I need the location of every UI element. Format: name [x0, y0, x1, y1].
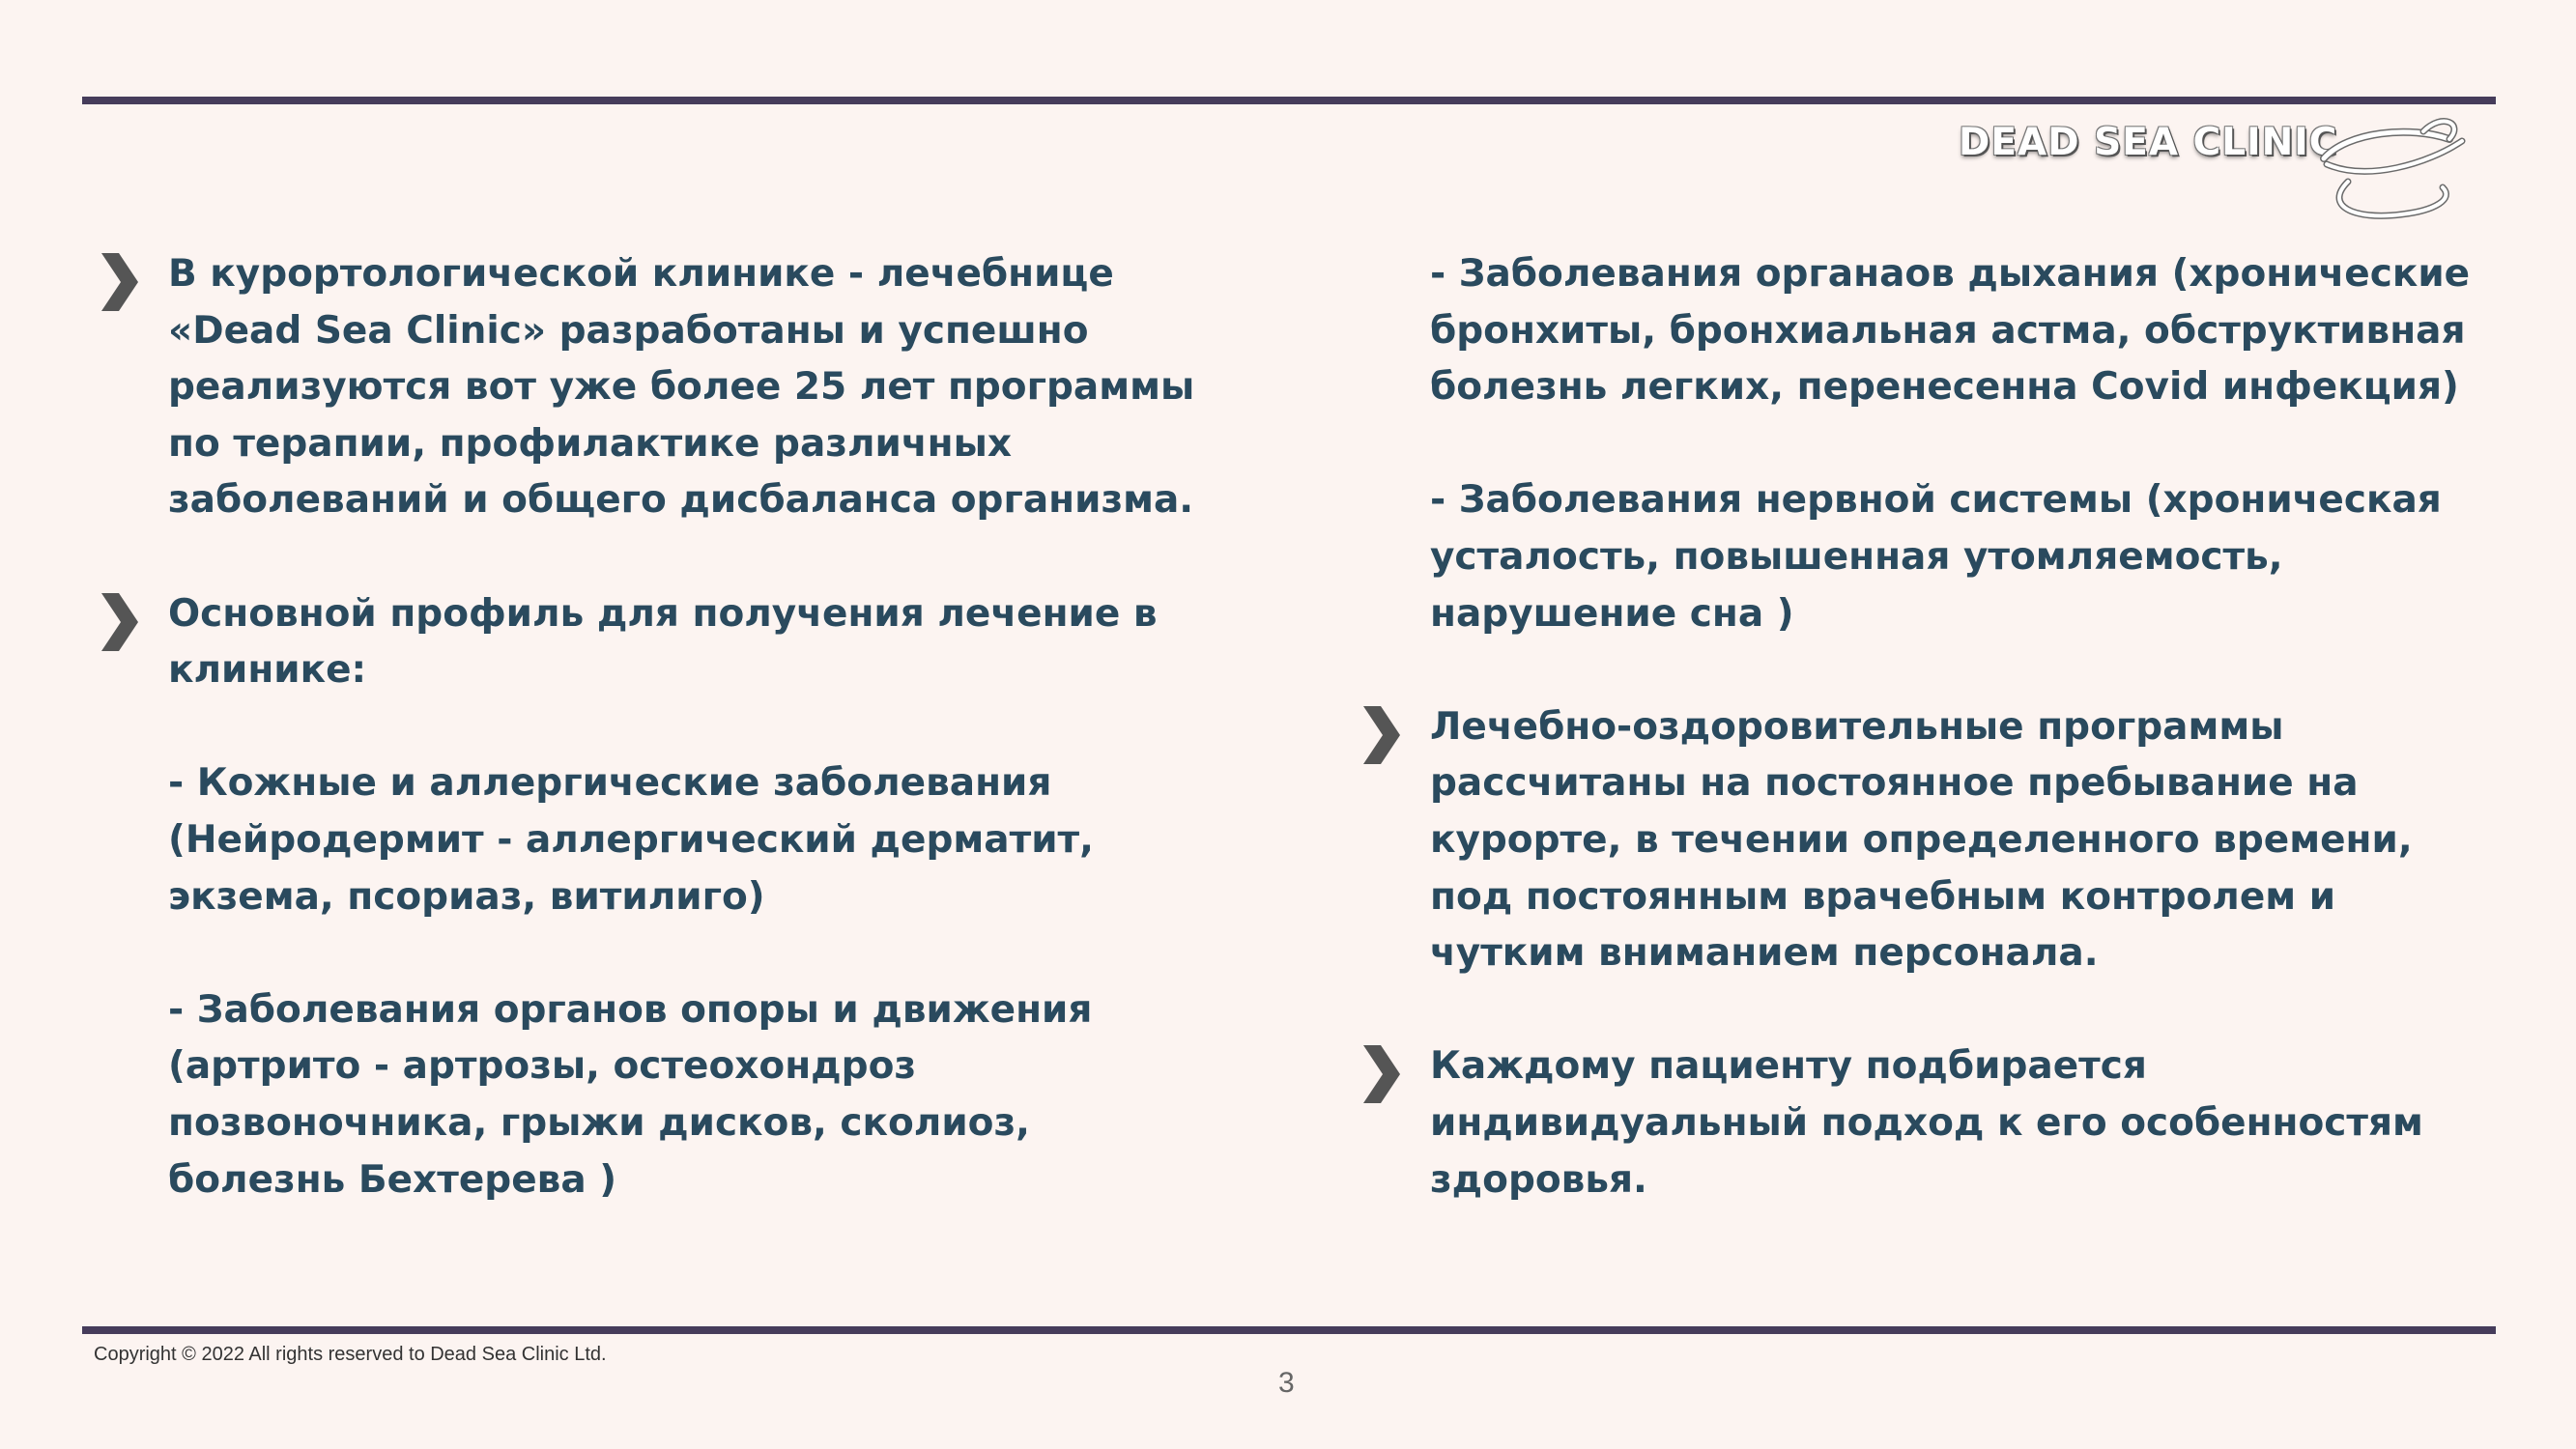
- text-line: здоровья.: [1430, 1157, 1647, 1202]
- text-line: - Кожные и аллергические заболевания: [168, 761, 1052, 806]
- text-line: В курортологической клинике - лечебнице: [168, 252, 1114, 296]
- logo-text: DEAD SEA CLINIC: [1959, 121, 2338, 164]
- text-line: нарушение сна ): [1430, 591, 1794, 636]
- top-divider: [82, 97, 2496, 104]
- text-line: заболеваний и общего дисбаланса организма.: [168, 478, 1194, 523]
- text-line: чутким вниманием персонала.: [1430, 931, 2099, 976]
- text-line: болезнь Бехтерева ): [168, 1157, 617, 1202]
- text-line: Лечебно-оздоровительные программы: [1430, 704, 2284, 749]
- intro-paragraph: [168, 246, 1241, 529]
- text-line: усталость, повышенная утомляемость,: [1430, 534, 2283, 579]
- text-line: под постоянным врачебным контролем и: [1430, 874, 2336, 919]
- programs-paragraph: [1430, 699, 2512, 982]
- text-line: Основной профиль для получения лечение в: [168, 591, 1158, 636]
- bottom-divider: [82, 1326, 2496, 1334]
- logo: [1952, 114, 2493, 240]
- copyright-notice: Copyright © 2022 All rights reserved to Dead Sea Clinic Ltd.: [94, 1344, 607, 1365]
- text-line: курорте, в течении определенного времени,: [1430, 817, 2413, 862]
- text-line: «Dead Sea Clinic» разработаны и успешно: [168, 308, 1089, 353]
- text-line: бронхиты, бронхиальная астма, обструктивная: [1430, 308, 2466, 353]
- chevron-right-icon: [98, 593, 140, 651]
- individual-approach-paragraph: [1430, 1038, 2512, 1208]
- logo-swirl-icon: [2309, 114, 2483, 235]
- text-line: индивидуальный подход к его особенностям: [1430, 1100, 2423, 1145]
- respiratory-diseases-item: [1430, 246, 2512, 416]
- main-profile-heading: [168, 586, 1241, 699]
- left-column: [168, 246, 1241, 1208]
- musculoskeletal-diseases-item: [168, 982, 1241, 1208]
- page-number: 3: [1278, 1367, 1295, 1399]
- chevron-right-icon: [98, 253, 140, 311]
- text-line: болезнь легких, перенесенна Covid инфекция): [1430, 365, 2459, 410]
- text-line: клинике:: [168, 648, 367, 693]
- right-column: [1430, 246, 2512, 1208]
- text-line: (Нейродермит - аллергический дерматит,: [168, 817, 1094, 862]
- text-line: реализуются вот уже более 25 лет программы: [168, 365, 1195, 410]
- text-line: по терапии, профилактике различных: [168, 421, 1012, 466]
- text-line: экзема, псориаз, витилиго): [168, 874, 765, 919]
- skin-diseases-item: [168, 755, 1241, 925]
- text-line: позвоночника, грыжи дисков, сколиоз,: [168, 1100, 1030, 1145]
- nervous-system-diseases-item: [1430, 472, 2512, 642]
- text-line: Каждому пациенту подбирается: [1430, 1044, 2147, 1089]
- text-line: - Заболевания нервной системы (хроническая: [1430, 478, 2442, 523]
- text-line: - Заболевания органов опоры и движения: [168, 987, 1093, 1032]
- chevron-right-icon: [1360, 1045, 1402, 1103]
- text-line: рассчитаны на постоянное пребывание на: [1430, 761, 2359, 806]
- text-line: - Заболевания органаов дыхания (хронические: [1430, 252, 2471, 296]
- text-line: (артрито - артрозы, остеохондроз: [168, 1044, 917, 1089]
- chevron-right-icon: [1360, 706, 1402, 764]
